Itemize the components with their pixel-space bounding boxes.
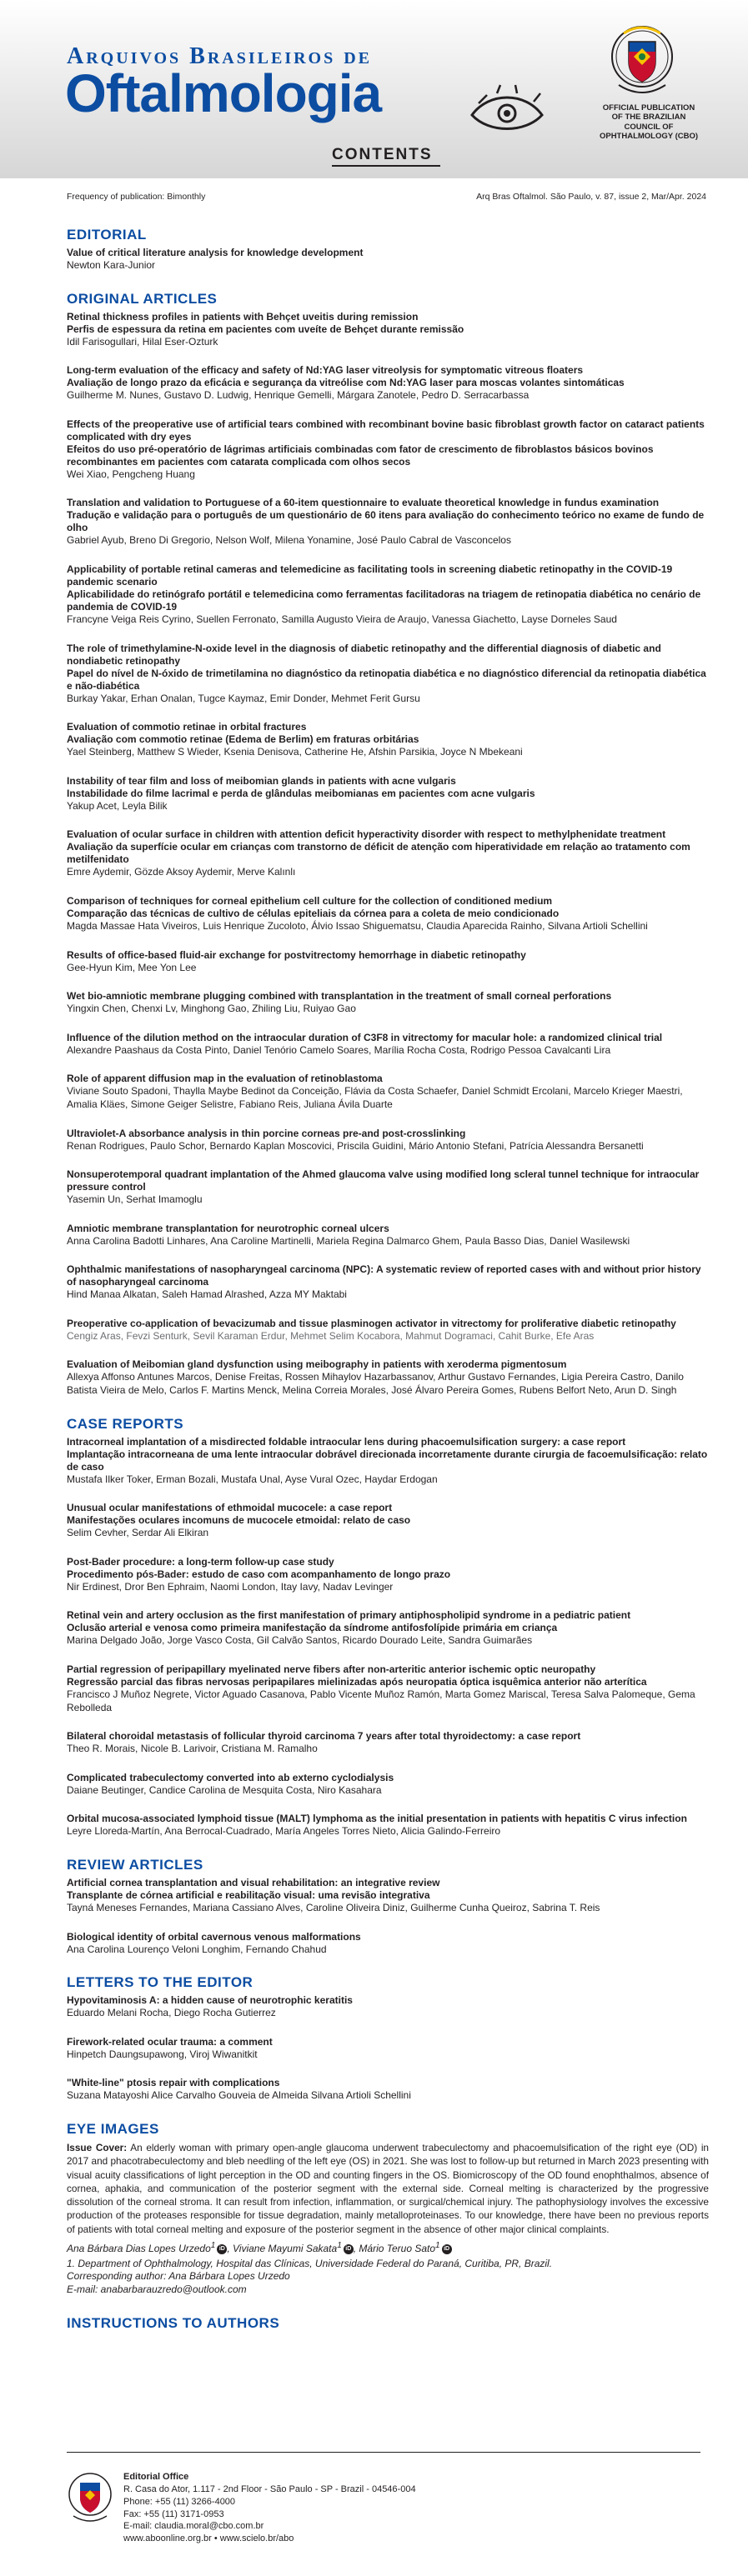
article-title-portuguese[interactable]: Regressão parcial das fibras nervosas peripapilares mielinizadas após neuropatia óptica isquêmica anterior não arterítica <box>67 1676 647 1688</box>
list-item[interactable] <box>67 1358 709 1397</box>
article-title-portuguese[interactable]: Avaliação com commotio retinae (Edema de Berlim) em fraturas orbitárias <box>67 733 419 746</box>
article-authors: Magda Massae Hata Viveiros, Luis Henrique Zucoloto, Álvio Issao Shiguematsu, Claudia Aparecida Rainho, Silvana Artioli Schellini <box>67 919 648 932</box>
section-title: CASE REPORTS <box>67 1415 184 1432</box>
article-title-portuguese[interactable]: Comparação das técnicas de cultivo de células epiteliais da córnea para a coleta de meio condicionado <box>67 907 560 919</box>
issue-citation: Arq Bras Oftalmol. São Paulo, v. 87, issue 2, Mar/Apr. 2024 <box>476 192 706 202</box>
article-title-portuguese[interactable]: Efeitos do uso pré-operatório de lágrimas artificiais combinadas com fator de crescimento de fibroblastos básicos bovinos recombinantes em pacientes com catarata complicada com olhos secos <box>67 443 654 468</box>
article-authors: Tayná Meneses Fernandes, Mariana Cassiano Alves, Caroline Oliveira Diniz, Guilherme Cunha Queiroz, Sabrina T. Reis <box>67 1902 600 1913</box>
article-title-portuguese[interactable]: Manifestações oculares incomuns de mucocele etmoidal: relato de caso <box>67 1514 411 1527</box>
publication-frequency: Frequency of publication: Bimonthly <box>67 192 206 202</box>
article-authors: Hind Manaa Alkatan, Saleh Hamad Alrashed, Azza MY Maktabi <box>67 1288 347 1301</box>
article-title[interactable]: Intracorneal implantation of a misdirected foldable intraocular lens during phacoemulsification surgery: a case report <box>67 1435 626 1448</box>
list-item[interactable] <box>67 311 709 349</box>
article-title-portuguese[interactable]: Perfis de espessura da retina em pacientes com uveíte de Behçet durante remissão <box>67 323 464 335</box>
cover-text: An elderly woman with primary open-angle glaucoma underwent trabeculectomy and phacoemulsification of the right eye (OD) in 2017 and phacotrabeculectomy and bleb needling of the left eye (OS) in 2021. She was lost to follow-up but returned in March 2023 presenting with visual acuity classifications of light perception in the OD and counting fingers in the OS. Biomicroscopy of the OD found enophthalmos, absence of cornea, aphakia, and communication of the posterior segment with the external side. Corneal melting is characterized by the progressive dissolution of the corneal stroma. It can result from infection, inflammation, or surgical/chemical injury. The pathophysiology involves the excessive production of the proteases responsible for tissue degradation, mainly metalloproteinases. To our knowledge, there have been no previous reports of patients with total corneal melting and exposure of the posterior segment in the absence of other major clinical complaints. <box>67 2141 709 2235</box>
list-item[interactable] <box>67 1994 709 2020</box>
article-authors: Francisco J Muñoz Negrete, Victor Aguado Casanova, Pablo Vicente Muñoz Ramón, Marta Gomez Mariscal, Teresa Salva Palomeque, Gema Rebolleda <box>67 1688 695 1713</box>
list-item[interactable] <box>67 1263 709 1302</box>
article-authors: Francyne Veiga Reis Cyrino, Suellen Ferronato, Samilla Augusto Vieira de Araujo, Vanessa Giachetto, Layse Dorneles Saud <box>67 613 617 625</box>
list-item[interactable] <box>67 1436 709 1487</box>
section-title: REVIEW ARTICLES <box>67 1857 203 1873</box>
list-item[interactable] <box>67 775 709 813</box>
article-authors: Wei Xiao, Pengcheng Huang <box>67 468 195 480</box>
list-item[interactable] <box>67 1168 709 1207</box>
article-authors: Allexya Affonso Antunes Marcos, Denise Freitas, Rossen Mihaylov Hazarbassanov, Arthur Gustavo Fernandes, Ligia Pereira Castro, Danilo Batista Vieira de Melo, Carlos F. Martins Menck, Melina Correia Morales, José Álvaro Pereira Gomes, Rubens Belfort Neto, Arun D. Singh <box>67 1371 684 1397</box>
list-item[interactable] <box>67 1931 709 1957</box>
article-title[interactable]: Results of office-based fluid-air exchange for postvitrectomy hemorrhage in diabetic retinopathy <box>67 948 526 961</box>
article-title-portuguese[interactable]: Aplicabilidade do retinógrafo portátil e telemedicina como ferramentas facilitadoras na triagem de retinopatia diabética no cenário de pandemia de COVID-19 <box>67 588 701 613</box>
article-title-portuguese[interactable]: Avaliação de longo prazo da eficácia e segurança da vitreólise com Nd:YAG laser para moscas volantes sintomáticas <box>67 377 625 389</box>
orcid-icon[interactable]: iD <box>442 2244 452 2254</box>
list-item[interactable] <box>67 1609 709 1648</box>
article-title[interactable]: Firework-related ocular trauma: a comment <box>67 2035 273 2048</box>
office-phone: Phone: +55 (11) 3266-4000 <box>123 2496 236 2507</box>
list-item[interactable] <box>67 643 709 706</box>
list-item[interactable] <box>67 418 709 482</box>
list-item[interactable] <box>67 1663 709 1714</box>
section-title: LETTERS TO THE EDITOR <box>67 1974 254 1991</box>
article-authors: Marina Delgado João, Jorge Vasco Costa, Gil Calvão Santos, Ricardo Dourado Leite, Sandra Guimarães <box>67 1634 533 1647</box>
list-item[interactable] <box>67 1032 709 1058</box>
article-title[interactable]: Value of critical literature analysis for knowledge development <box>67 247 364 258</box>
article-authors: Ana Carolina Lourenço Veloni Longhim, Fernando Chahud <box>67 1943 327 1955</box>
article-title[interactable]: Ultraviolet-A absorbance analysis in thin porcine corneas pre-and post-crosslinking <box>67 1127 466 1139</box>
article-title[interactable]: Evaluation of Meibomian gland dysfunction using meibography in patients with xeroderma pigmentosum <box>67 1358 567 1371</box>
office-address: R. Casa do Ator, 1.117 - 2nd Floor - São Paulo - SP - Brazil - 04546-004 <box>123 2483 416 2494</box>
cbo-footer-crest-icon <box>67 2471 113 2523</box>
list-item[interactable] <box>67 895 709 933</box>
list-item[interactable] <box>67 1772 709 1798</box>
article-authors: Yael Steinberg, Matthew S Wieder, Ksenia Denisova, Catherine He, Afshin Parsikia, Joyce N Mbekeani <box>67 746 523 758</box>
editorial-office <box>123 2471 416 2545</box>
cover-author: Ana Bárbara Dias Lopes Urzedo <box>67 2242 211 2254</box>
list-item[interactable] <box>67 364 709 403</box>
section-editorial <box>67 227 709 273</box>
cover-authors: Ana Bárbara Dias Lopes Urzedo$^1$ iD , Viviane Mayumi Sakata$^1$ iD , Mário Teruo Sato$^1$ iD <box>67 2241 709 2254</box>
article-list <box>67 311 709 1398</box>
article-list <box>67 1436 709 1838</box>
article-title[interactable]: "White-line" ptosis repair with complications <box>67 2077 280 2089</box>
article-authors: Renan Rodrigues, Paulo Schor, Bernardo Kaplan Moscovici, Priscila Guidini, Mário Antonio Stefani, Patrícia Alessandra Bersanetti <box>67 1139 644 1152</box>
article-title-portuguese[interactable]: Oclusão arterial e venosa como primeira manifestação da síndrome antifosfolípide primária em criança <box>67 1622 558 1634</box>
section-title: ORIGINAL ARTICLES <box>67 290 218 307</box>
list-item[interactable] <box>67 1223 709 1248</box>
article-title[interactable]: Partial regression of peripapillary myelinated nerve fibers after non-arteritic anterior ischemic optic neuropathy <box>67 1663 596 1676</box>
article-authors: Anna Carolina Badotti Linhares, Ana Caroline Martinelli, Mariela Regina Dalmarco Ghem, Paula Basso Dias, Daniel Wasilewski <box>67 1234 630 1247</box>
section-title[interactable]: INSTRUCTIONS TO AUTHORS <box>67 2314 280 2331</box>
corresponding-email[interactable]: E-mail: anabarbarauzredo@outlook.com <box>67 2283 247 2296</box>
article-title-portuguese[interactable]: Avaliação da superfície ocular em crianças com transtorno de déficit de atenção com hiperatividade em relação ao tratamento com metilfenidato <box>67 841 690 866</box>
list-item[interactable] <box>67 990 709 1016</box>
issue-meta <box>0 188 748 205</box>
table-of-contents <box>67 227 709 2350</box>
article-title[interactable]: Amniotic membrane transplantation for neurotrophic corneal ulcers <box>67 1222 389 1234</box>
article-title[interactable]: Preoperative co-application of bevacizumab and tissue plasminogen activator in vitrectomy for proliferative diabetic retinopathy <box>67 1317 676 1329</box>
article-authors: Idil Farisogullari, Hilal Eser-Ozturk <box>67 335 218 348</box>
article-title-portuguese[interactable]: Tradução e validação para o português de um questionário de 60 itens para avaliação do conhecimento teórico no exame de fundo de olho <box>67 509 705 534</box>
article-title[interactable]: Bilateral choroidal metastasis of follicular thyroid carcinoma 7 years after total thyroidectomy: a case report <box>67 1730 581 1743</box>
list-item[interactable] <box>67 1128 709 1153</box>
cover-author: Mário Teruo Sato <box>359 2242 436 2254</box>
article-authors: Yingxin Chen, Chenxi Lv, Minghong Gao, Zhiling Liu, Ruiyao Gao <box>67 1003 356 1015</box>
list-item[interactable] <box>67 949 709 975</box>
official-publication-note: OFFICIAL PUBLICATION OF THE BRAZILIAN COUNCIL OF OPHTHALMOLOGY (CBO) <box>599 103 699 142</box>
article-authors: Yasemin Un, Serhat Imamoglu <box>67 1193 203 1206</box>
article-title[interactable]: Effects of the preoperative use of artificial tears combined with recombinant bovine basic fibroblast growth factor on cataract patients complicated with dry eyes <box>67 418 705 443</box>
orcid-icon[interactable]: iD <box>344 2244 354 2254</box>
contents-underline <box>332 165 440 167</box>
office-title: Editorial Office <box>123 2472 189 2482</box>
article-title-portuguese[interactable]: Implantação intracorneana de uma lente intraocular dobrável direcionada incorretamente durante cirurgia de facoemulsificação: relato de caso <box>67 1448 708 1473</box>
list-item[interactable] <box>67 1073 709 1111</box>
journal-name-top: Arquivos Brasileiros de <box>67 43 373 69</box>
article-title[interactable]: Wet bio-amniotic membrane plugging combined with transplantation in the treatment of small corneal perforations <box>67 990 612 1003</box>
article-title[interactable]: Retinal thickness profiles in patients with Behçet uveitis during remission <box>67 310 419 323</box>
article-title[interactable]: Influence of the dilution method on the intraocular duration of C3F8 in vitrectomy for macular hole: a randomized clinical trial <box>67 1031 663 1043</box>
cover-label: Issue Cover: <box>67 2141 128 2153</box>
article-title[interactable]: Retinal vein and artery occlusion as the first manifestation of primary antiphospholipid syndrome in a pediatric patient <box>67 1609 631 1622</box>
section-original-articles <box>67 291 709 1398</box>
article-title[interactable]: Evaluation of commotio retinae in orbital fractures <box>67 721 307 733</box>
article-title[interactable]: Instability of tear film and loss of meibomian glands in patients with acne vulgaris <box>67 774 456 787</box>
article-title[interactable]: Unusual ocular manifestations of ethmoidal mucocele: a case report <box>67 1502 393 1514</box>
list-item[interactable] <box>67 497 709 548</box>
article-title[interactable]: Orbital mucosa-associated lymphoid tissue (MALT) lymphoma as the initial presentation in patients with hepatitis C virus infection <box>67 1813 687 1825</box>
article-title-portuguese[interactable]: Procedimento pós-Bader: estudo de caso com acompanhamento de longo prazo <box>67 1568 451 1580</box>
article-authors: Viviane Souto Spadoni, Thaylla Maybe Bedinot da Conceição, Flávia da Costa Schaefer, Daniel Schmidt Ercolani, Marcelo Krieger Maestri, Amalia Kläes, Simone Geiger Selistre, Fabiano Reis, Juliana Ávila Duarte <box>67 1085 683 1110</box>
article-title[interactable]: The role of trimethylamine-N-oxide level in the diagnosis of diabetic retinopathy and the differential diagnosis of diabetic and nondiabetic retinopathy <box>67 642 661 667</box>
footer-divider <box>67 2452 700 2453</box>
list-item[interactable] <box>67 1502 709 1540</box>
article-authors: Emre Aydemir, Gözde Aksoy Aydemir, Merve Kalınlı <box>67 866 296 878</box>
section-eye-images <box>67 2121 709 2297</box>
list-item[interactable] <box>67 1556 709 1594</box>
article-authors: Burkay Yakar, Erhan Onalan, Tugce Kaymaz, Emir Donder, Mehmet Ferit Gursu <box>67 692 420 704</box>
journal-header <box>0 0 748 178</box>
journal-name-main: Oftalmologia <box>65 63 382 123</box>
list-item[interactable] <box>67 2036 709 2062</box>
article-authors: Selim Cevher, Serdar Ali Elkiran <box>67 1527 209 1539</box>
article-title[interactable]: Biological identity of orbital cavernous venous malformations <box>67 1930 361 1943</box>
section-title: EYE IMAGES <box>67 2120 159 2137</box>
article-title[interactable]: Ophthalmic manifestations of nasopharyngeal carcinoma (NPC): A systematic review of reported cases with and without prior history of nasopharyngeal carcinoma <box>67 1263 701 1288</box>
article-title[interactable]: Hypovitaminosis A: a hidden cause of neurotrophic keratitis <box>67 1994 353 2007</box>
article-authors: Yakup Acet, Leyla Bilik <box>67 799 168 812</box>
article-title[interactable]: Role of apparent diffusion map in the evaluation of retinoblastoma <box>67 1073 383 1085</box>
article-title[interactable]: Post-Bader procedure: a long-term follow-up case study <box>67 1555 334 1568</box>
article-title-portuguese[interactable]: Instabilidade do filme lacrimal e perda de glândulas meibomianas em pacientes com acne vulgaris <box>67 787 535 799</box>
article-title[interactable]: Complicated trabeculectomy converted into ab externo cyclodialysis <box>67 1771 394 1783</box>
article-authors: Cengiz Aras, Fevzi Senturk, Sevil Karaman Erdur, Mehmet Selim Kocabora, Mahmut Dogramaci, Cahit Burke, Efe Aras <box>67 1329 595 1342</box>
article-title[interactable]: Artificial cornea transplantation and visual rehabilitation: an integrative review <box>67 1877 440 1888</box>
article-title[interactable]: Applicability of portable retinal cameras and telemedicine as facilitating tools in screening diabetic retinopathy in the COVID-19 pandemic scenario <box>67 563 673 588</box>
affiliation: 1. Department of Ophthalmology, Hospital das Clínicas, Universidade Federal do Paraná, Curitiba, PR, Brazil. <box>67 2257 553 2269</box>
section-letters <box>67 1974 709 2103</box>
article-authors: Suzana Matayoshi Alice Carvalho Gouveia de Almeida Silvana Artioli Schellini <box>67 2089 411 2102</box>
article-title-portuguese[interactable]: Transplante de córnea artificial e reabilitação visual: uma revisão integrativa <box>67 1889 430 1901</box>
list-item[interactable] <box>67 563 709 627</box>
section-review-articles <box>67 1857 709 1956</box>
article-authors: Leyre Lloreda-Martín, Ana Berrocal-Cuadrado, María Angeles Torres Nieto, Alicia Galindo-Ferreiro <box>67 1825 501 1838</box>
article-authors: Gee-Hyun Kim, Mee Yon Lee <box>67 961 197 973</box>
office-fax: Fax: +55 (11) 3171-0953 <box>123 2508 224 2519</box>
article-title[interactable]: Long-term evaluation of the efficacy and safety of Nd:YAG laser vitreolysis for symptomatic vitreous floaters <box>67 364 584 377</box>
corresponding-author: Corresponding author: Ana Bárbara Lopes Urzedo <box>67 2270 290 2283</box>
list-item[interactable] <box>67 2077 709 2103</box>
list-item[interactable] <box>67 828 709 879</box>
article-title[interactable]: Comparison of techniques for corneal epithelium cell culture for the collection of conditioned medium <box>67 894 553 907</box>
section-case-reports <box>67 1416 709 1838</box>
article-authors: Nir Erdinest, Dror Ben Ephraim, Naomi London, Itay Iavy, Nadav Levinger <box>67 1580 394 1593</box>
article-list <box>67 1877 709 1956</box>
article-authors: Alexandre Paashaus da Costa Pinto, Daniel Tenório Camelo Soares, Marília Rocha Costa, Rodrigo Pessoa Cavalcanti Lira <box>67 1043 611 1056</box>
article-title[interactable]: Evaluation of ocular surface in children with attention deficit hyperactivity disorder with respect to methylphenidate treatment <box>67 828 666 841</box>
list-item[interactable] <box>67 721 709 759</box>
eye-logo-icon <box>467 83 547 138</box>
article-authors: Mustafa Ilker Toker, Erman Bozali, Mustafa Unal, Ayse Vural Ozec, Haydar Erdogan <box>67 1473 438 1485</box>
list-item[interactable] <box>67 1318 709 1343</box>
article-title[interactable]: Translation and validation to Portuguese of a 60-item questionnaire to evaluate theoretical knowledge in fundus examination <box>67 497 660 509</box>
list-item[interactable] <box>67 1730 709 1756</box>
article-authors: Daiane Beutinger, Candice Carolina de Mesquita Costa, Niro Kasahara <box>67 1783 382 1796</box>
cbo-crest-icon <box>609 23 675 97</box>
list-item[interactable] <box>67 1813 709 1838</box>
article-authors: Gabriel Ayub, Breno Di Gregorio, Nelson Wolf, Milena Yonamine, José Paulo Cabral de Vasconcelos <box>67 534 511 547</box>
cover-author: Viviane Mayumi Sakata <box>233 2242 338 2254</box>
article-authors: Eduardo Melani Rocha, Diego Rocha Gutierrez <box>67 2007 276 2019</box>
office-web[interactable]: www.aboonline.org.br • www.scielo.br/abo <box>123 2533 294 2544</box>
article-authors: Newton Kara-Junior <box>67 259 156 271</box>
article-authors: Guilherme M. Nunes, Gustavo D. Ludwig, Henrique Gemelli, Márgara Zanotele, Pedro D. Serracarbassa <box>67 389 530 402</box>
article-authors: Theo R. Morais, Nicole B. Larivoir, Cristiana M. Ramalho <box>67 1743 318 1755</box>
article-authors: Hinpetch Daungsupawong, Viroj Wiwanitkit <box>67 2048 258 2060</box>
orcid-icon[interactable]: iD <box>217 2244 227 2254</box>
list-item[interactable] <box>67 247 709 273</box>
article-list <box>67 1994 709 2103</box>
section-title: EDITORIAL <box>67 227 147 243</box>
contents-heading: CONTENTS <box>332 146 433 163</box>
issue-cover-description <box>67 2141 709 2236</box>
article-title-portuguese[interactable]: Papel do nível de N-óxido de trimetilamina no diagnóstico da retinopatia diabética e no diagnóstico diferencial da retinopatia diabética e não-diabética <box>67 667 706 692</box>
section-instructions <box>67 2315 709 2332</box>
article-title[interactable]: Nonsuperotemporal quadrant implantation of the Ahmed glaucoma valve using modified long scleral tunnel technique for intraocular pressure control <box>67 1168 700 1193</box>
office-email[interactable]: E-mail: claudia.moral@cbo.com.br <box>123 2521 264 2532</box>
list-item[interactable] <box>67 1877 709 1915</box>
